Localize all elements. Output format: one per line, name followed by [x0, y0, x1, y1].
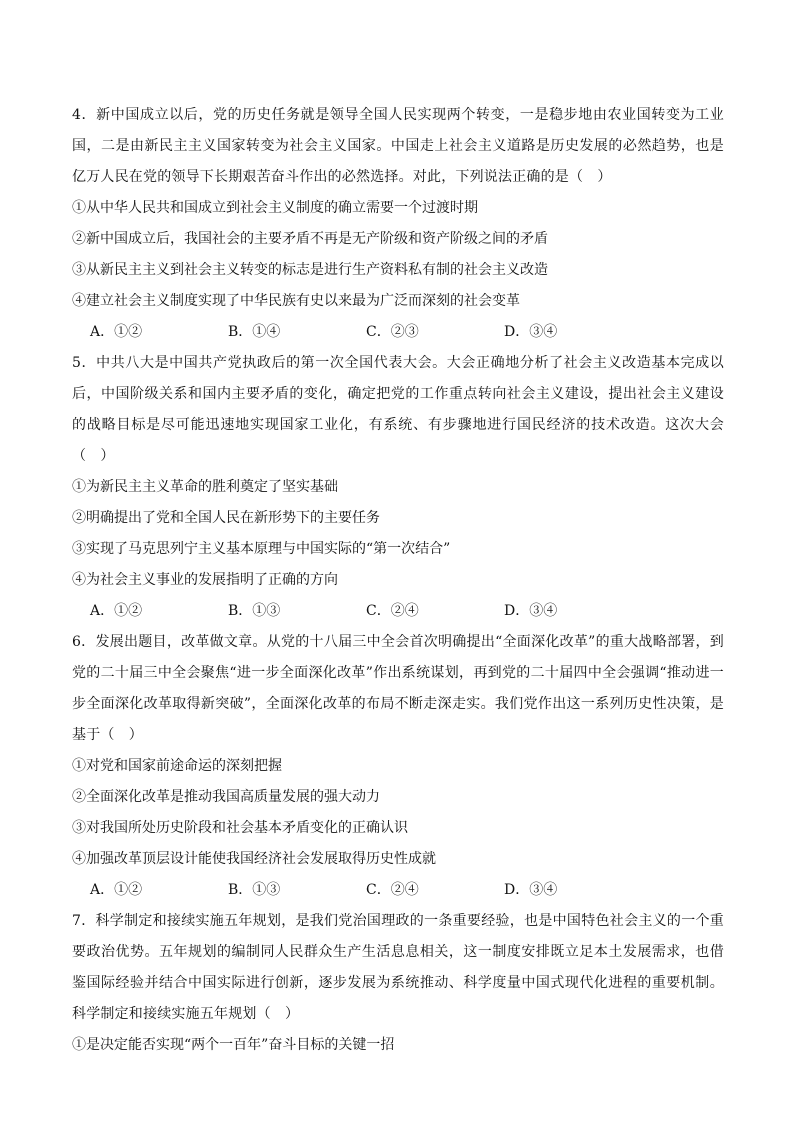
- option-b[interactable]: B．①③: [228, 882, 281, 898]
- option-a[interactable]: A．①②: [90, 324, 143, 340]
- statement-1: ①从中华人民共和国成立到社会主义制度的确立需要一个过渡时期: [72, 200, 478, 216]
- question-stem: 7．科学制定和接续实施五年规划，是我们党治国理政的一条重要经验，也是中国特色社会主义的一个重要政治优势。五年规划的编制同人民群众生产生活息息相关，这一制度安排既立足本土发展需求，也借鉴国际经验并结合中国实际进行创新，逐步发展为系统推动、科学度量中国式现代化进程的重要机制。科学制定和接续实施五年规划（ ）: [72, 913, 724, 1022]
- option-d[interactable]: D．③④: [504, 324, 558, 340]
- statement-3: ③实现了马克思列宁主义基本原理与中国实际的“第一次结合”: [72, 541, 451, 557]
- question-stem: 6．发展出题目，改革做文章。从党的十八届三中全会首次明确提出“全面深化改革”的重大战略部署，到党的二十届三中全会聚焦“进一步全面深化改革”作出系统谋划，再到党的二十届四中全会强调“推动进一步全面深化改革取得新突破”，全面深化改革的布局不断走深走实。我们党作出这一系列历史性决策，是基于（ ）: [72, 634, 724, 743]
- statement-2: ②全面深化改革是推动我国高质量发展的强大动力: [72, 789, 380, 805]
- question-4: [72, 100, 724, 348]
- option-b[interactable]: B．①③: [228, 603, 281, 619]
- option-d[interactable]: D．③④: [504, 603, 558, 619]
- option-a[interactable]: A．①②: [90, 882, 143, 898]
- option-c[interactable]: C．②③: [366, 324, 419, 340]
- question-stem: 4．新中国成立以后，党的历史任务就是领导全国人民实现两个转变，一是稳步地由农业国转变为工业国，二是由新民主主义国家转变为社会主义国家。中国走上社会主义道路是历史发展的必然趋势，也是亿万人民在党的领导下长期艰苦奋斗作出的必然选择。对此，下列说法正确的是（ ）: [72, 107, 724, 185]
- statement-1: ①为新民主主义革命的胜利奠定了坚实基础: [72, 479, 338, 495]
- exam-page: [72, 100, 724, 1061]
- option-c[interactable]: C．②④: [366, 603, 419, 619]
- statement-2: ②新中国成立后，我国社会的主要矛盾不再是无产阶级和资产阶级之间的矛盾: [72, 231, 548, 247]
- option-d[interactable]: D．③④: [504, 882, 558, 898]
- answer-options: [72, 317, 724, 348]
- statement-3: ③从新民主主义到社会主义转变的标志是进行生产资料私有制的社会主义改造: [72, 262, 548, 278]
- question-7: [72, 906, 724, 1061]
- answer-options: [72, 596, 724, 627]
- statement-1: ①是决定能否实现“两个一百年”奋斗目标的关键一招: [72, 1037, 395, 1053]
- question-stem: 5．中共八大是中国共产党执政后的第一次全国代表大会。大会正确地分析了社会主义改造基本完成以后，中国阶级关系和国内主要矛盾的变化，确定把党的工作重点转向社会主义建设，提出社会主义建设的战略目标是尽可能迅速地实现国家工业化，有系统、有步骤地进行国民经济的技术改造。这次大会（ ）: [72, 355, 724, 464]
- statement-2: ②明确提出了党和全国人民在新形势下的主要任务: [72, 510, 380, 526]
- option-c[interactable]: C．②④: [366, 882, 419, 898]
- question-6: [72, 627, 724, 906]
- statement-4: ④加强改革顶层设计能使我国经济社会发展取得历史性成就: [72, 851, 436, 867]
- option-a[interactable]: A．①②: [90, 603, 143, 619]
- statement-3: ③对我国所处历史阶段和社会基本矛盾变化的正确认识: [72, 820, 408, 836]
- question-5: [72, 348, 724, 627]
- answer-options: [72, 875, 724, 906]
- statement-4: ④建立社会主义制度实现了中华民族有史以来最为广泛而深刻的社会变革: [72, 293, 520, 309]
- statement-4: ④为社会主义事业的发展指明了正确的方向: [72, 572, 338, 588]
- statement-1: ①对党和国家前途命运的深刻把握: [72, 758, 282, 774]
- option-b[interactable]: B．①④: [228, 324, 281, 340]
